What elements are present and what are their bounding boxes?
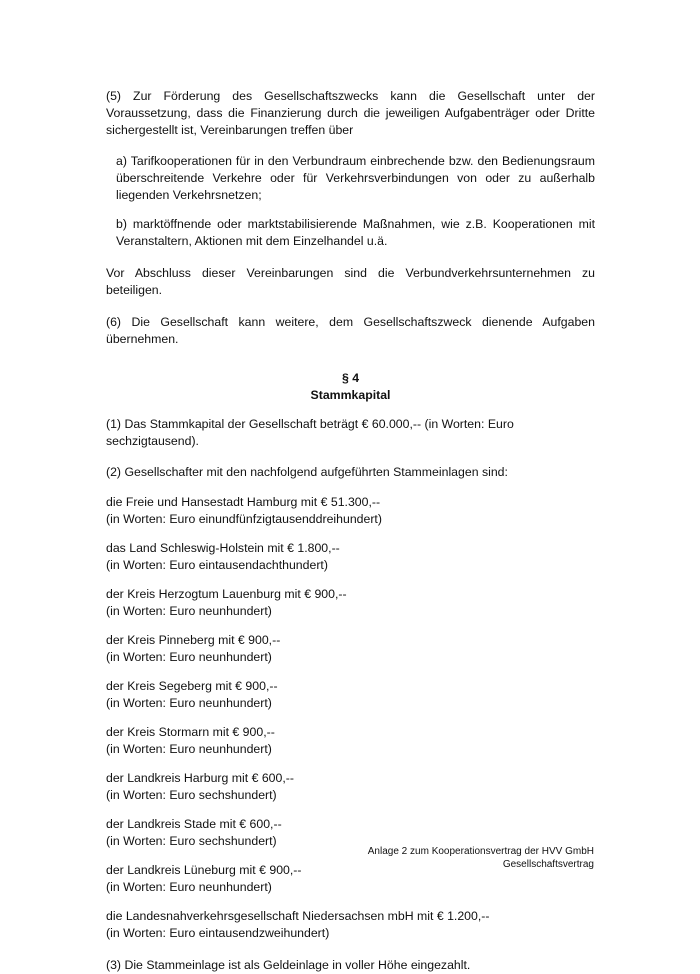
footer-line-2: Gesellschaftsvertrag <box>502 859 594 870</box>
shareholder-amount-in-words: (in Worten: Euro sechshundert) <box>106 834 277 848</box>
section-4-paragraph-1: (1) Das Stammkapital der Gesellschaft beträgt € 60.000,-- (in Worten: Euro sechzigtausend). <box>106 417 514 448</box>
shareholder-list <box>106 494 595 942</box>
section-number: § 4 <box>341 371 360 385</box>
section-4-paragraph-3: (3) Die Stammeinlage ist als Geldeinlage in voller Höhe eingezahlt. <box>106 958 471 972</box>
paragraph-5-item-a: a) Tarifkooperationen für in den Verbundraum einbrechende bzw. den Bedienungsraum überschreitende Verkehre oder für Verkehrsverbindungen von oder zu außerhalb liegenden Verkehrsnetzen; <box>116 154 595 202</box>
shareholder-amount-in-words: (in Worten: Euro neunhundert) <box>106 696 272 710</box>
section-4-paragraph-2: (2) Gesellschafter mit den nachfolgend aufgeführten Stammeinlagen sind: <box>106 465 508 479</box>
page-footer <box>368 845 594 871</box>
shareholder-amount-in-words: (in Worten: Euro eintausendachthundert) <box>106 558 328 572</box>
shareholder-contribution: der Landkreis Harburg mit € 600,-- <box>106 771 294 785</box>
shareholder-contribution: der Kreis Stormarn mit € 900,-- <box>106 725 275 739</box>
shareholder-contribution: das Land Schleswig-Holstein mit € 1.800,-- <box>106 541 340 555</box>
shareholder-contribution: der Landkreis Lüneburg mit € 900,-- <box>106 863 302 877</box>
shareholder-entry <box>106 724 595 758</box>
document-body <box>106 88 595 974</box>
shareholder-amount-in-words: (in Worten: Euro neunhundert) <box>106 742 272 756</box>
paragraph-5-intro: (5) Zur Förderung des Gesellschaftszwecks kann die Gesellschaft unter der Voraussetzung, dass die Finanzierung durch die jeweiligen Aufgabenträger oder Dritte sichergestellt ist, Vereinbarungen treffen über <box>106 89 595 137</box>
shareholder-amount-in-words: (in Worten: Euro sechshundert) <box>106 788 277 802</box>
shareholder-contribution: der Kreis Pinneberg mit € 900,-- <box>106 633 281 647</box>
shareholder-contribution: der Landkreis Stade mit € 600,-- <box>106 817 282 831</box>
shareholder-amount-in-words: (in Worten: Euro einundfünfzigtausenddreihundert) <box>106 512 382 526</box>
shareholder-contribution: der Kreis Herzogtum Lauenburg mit € 900,-- <box>106 587 347 601</box>
paragraph-6: (6) Die Gesellschaft kann weitere, dem Gesellschaftszweck dienende Aufgaben übernehmen. <box>106 315 595 346</box>
section-title: Stammkapital <box>310 388 391 402</box>
shareholder-entry <box>106 586 595 620</box>
shareholder-entry <box>106 494 595 528</box>
shareholder-amount-in-words: (in Worten: Euro eintausendzweihundert) <box>106 926 330 940</box>
shareholder-contribution: die Landesnahverkehrsgesellschaft Niedersachsen mbH mit € 1.200,-- <box>106 909 490 923</box>
shareholder-entry <box>106 770 595 804</box>
shareholder-entry <box>106 678 595 712</box>
shareholder-amount-in-words: (in Worten: Euro neunhundert) <box>106 604 272 618</box>
shareholder-amount-in-words: (in Worten: Euro neunhundert) <box>106 880 272 894</box>
section-heading <box>106 370 595 404</box>
shareholder-amount-in-words: (in Worten: Euro neunhundert) <box>106 650 272 664</box>
paragraph-5-item-b: b) marktöffnende oder marktstabilisierende Maßnahmen, wie z.B. Kooperationen mit Veranstaltern, Aktionen mit dem Einzelhandel u.ä. <box>116 217 595 248</box>
shareholder-entry <box>106 632 595 666</box>
shareholder-contribution: der Kreis Segeberg mit € 900,-- <box>106 679 278 693</box>
paragraph-5-closing: Vor Abschluss dieser Vereinbarungen sind die Verbundverkehrsunternehmen zu beteiligen. <box>106 266 595 297</box>
shareholder-contribution: die Freie und Hansestadt Hamburg mit € 51.300,-- <box>106 495 381 509</box>
shareholder-entry <box>106 540 595 574</box>
shareholder-entry <box>106 908 595 942</box>
footer-line-1: Anlage 2 zum Kooperationsvertrag der HVV GmbH <box>367 846 594 857</box>
